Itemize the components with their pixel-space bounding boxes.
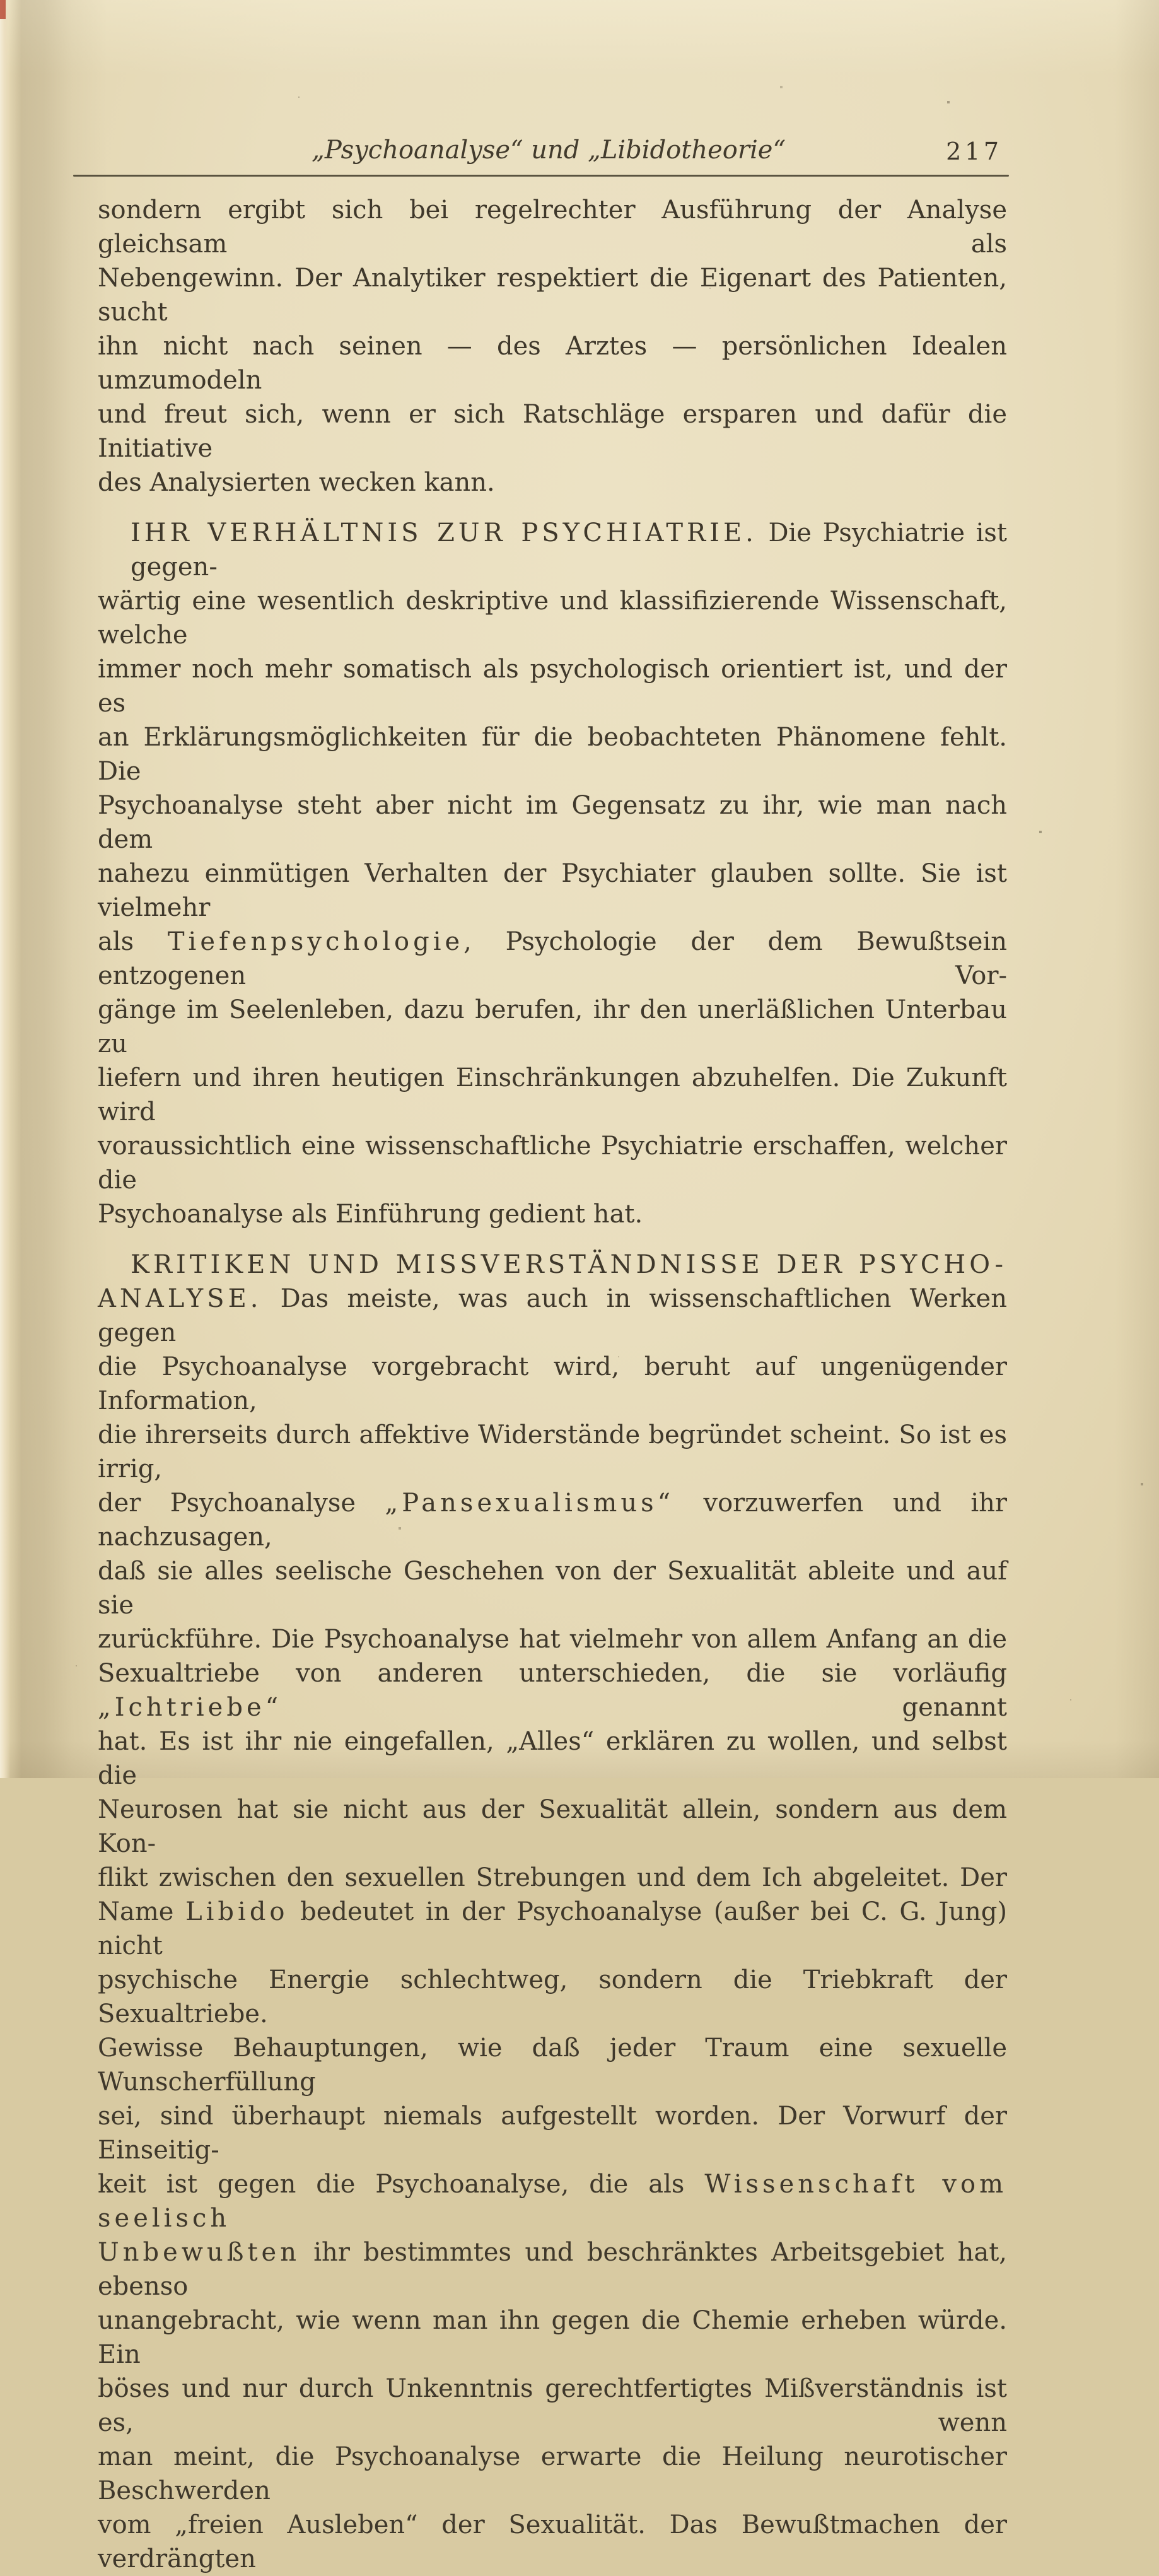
letterspaced-text: Unbewußten xyxy=(98,2238,300,2267)
text-line: der Psychoanalyse „Pansexualismus“ vorzuwerfen und ihr nachzusagen, xyxy=(98,1489,1007,1552)
letterspaced-text: Wissenschaft vom seelisch xyxy=(98,2170,1007,2233)
text-line: sondern ergibt sich bei regelrechter Ausführung der Analyse gleichsam als xyxy=(98,196,1007,259)
red-corner-mark xyxy=(0,0,6,19)
text-line: wärtig eine wesentlich deskriptive und klassifizierende Wissenschaft, welche xyxy=(98,587,1007,650)
text-line: die Psychoanalyse vorgebracht wird, beruht auf ungenügender Information, xyxy=(98,1352,1007,1415)
text-line: immer noch mehr somatisch als psychologisch orientiert ist, und der es xyxy=(98,655,1007,718)
text-line: Unbewußten ihr bestimmtes und beschränktes Arbeitsgebiet hat, ebenso xyxy=(98,2238,1007,2301)
text-line: liefern und ihren heutigen Einschränkungen abzuhelfen. Die Zukunft wird xyxy=(98,1063,1007,1127)
letterspaced-text: IHR VERHÄLTNIS ZUR PSYCHIATRIE. xyxy=(131,518,757,547)
text-line: Gewisse Behauptungen, wie daß jeder Traum eine sexuelle Wunscherfüllung xyxy=(98,2034,1007,2097)
text-line: daß sie alles seelische Geschehen von der Sexualität ableite und auf sie xyxy=(98,1557,1007,1620)
body-text xyxy=(98,193,1007,2576)
text-line: unangebracht, wie wenn man ihn gegen die Chemie erheben würde. Ein xyxy=(98,2306,1007,2369)
text-line: flikt zwischen den sexuellen Strebungen und dem Ich abgeleitet. Der xyxy=(98,1863,1007,1892)
text-line: voraussichtlich eine wissenschaftliche Psychiatrie erschaffen, welcher die xyxy=(98,1132,1007,1195)
text-line: die ihrerseits durch affektive Widerstände begründet scheint. So ist es irrig, xyxy=(98,1420,1007,1484)
text-line: hat. Es ist ihr nie eingefallen, „Alles“ erklären zu wollen, und selbst die xyxy=(98,1727,1007,1790)
text-line: IHR VERHÄLTNIS ZUR PSYCHIATRIE. Die Psychiatrie ist gegen- xyxy=(131,518,1007,582)
text-line: zurückführe. Die Psychoanalyse hat vielmehr von allem Anfang an die xyxy=(98,1625,1007,1654)
text-line: Nebengewinn. Der Analytiker respektiert die Eigenart des Patienten, sucht xyxy=(98,264,1007,327)
text-line: sei, sind überhaupt niemals aufgestellt worden. Der Vorwurf der Einseitig- xyxy=(98,2102,1007,2165)
text-line: böses und nur durch Unkenntnis gerechtfertigtes Mißverständnis ist es, wenn xyxy=(98,2374,1007,2437)
text-line: an Erklärungsmöglichkeiten für die beobachteten Phänomene fehlt. Die xyxy=(98,723,1007,786)
letterspaced-text: KRITIKEN UND MISSVERSTÄNDNISSE DER PSYCHO- xyxy=(131,1250,1007,1279)
page-number: 217 xyxy=(946,138,1003,165)
letterspaced-text: „Pansexualismus“ xyxy=(385,1489,675,1518)
letterspaced-text: Libido xyxy=(185,1897,289,1926)
letterspaced-text: ANALYSE. xyxy=(98,1284,262,1313)
text-line: Psychoanalyse steht aber nicht im Gegensatz zu ihr, wie man nach dem xyxy=(98,791,1007,854)
letterspaced-text: Tiefenpsychologie xyxy=(167,927,464,956)
text-line: man meint, die Psychoanalyse erwarte die Heilung neurotischer Beschwerden xyxy=(98,2442,1007,2505)
text-line: als Tiefenpsychologie, Psychologie der dem Bewußtsein entzogenen Vor- xyxy=(98,927,1007,990)
text-line: nahezu einmütigen Verhalten der Psychiater glauben sollte. Sie ist vielmehr xyxy=(98,859,1007,922)
text-line: Sexualtriebe von anderen unterschieden, die sie vorläufig „Ichtriebe“ genannt xyxy=(98,1659,1007,1722)
text-line: keit ist gegen die Psychoanalyse, die als Wissenschaft vom seelisch xyxy=(98,2170,1007,2233)
text-line: gänge im Seelenleben, dazu berufen, ihr den unerläßlichen Unterbau zu xyxy=(98,995,1007,1058)
text-line: Name Libido bedeutet in der Psychoanalyse (außer bei C. G. Jung) nicht xyxy=(98,1897,1008,1960)
paragraph xyxy=(98,516,1007,1231)
text-line: psychische Energie schlechtweg, sondern die Triebkraft der Sexualtriebe. xyxy=(98,1965,1007,2029)
text-line: und freut sich, wenn er sich Ratschläge ersparen und dafür die Initiative xyxy=(98,400,1007,463)
text-line xyxy=(98,1248,1007,1282)
header-rule xyxy=(73,175,1009,177)
paper-specks xyxy=(0,0,1,1)
text-line: Psychoanalyse als Einführung gedient hat. xyxy=(98,1200,643,1229)
text-line: ihn nicht nach seinen — des Arztes — persönlichen Idealen umzumodeln xyxy=(98,332,1007,395)
paragraph xyxy=(98,1248,1007,2576)
letterspaced-text: „Ichtriebe“ xyxy=(98,1693,282,1722)
paragraph xyxy=(98,193,1007,500)
running-header-title: „Psychoanalyse“ und „Libidotheorie“ xyxy=(312,136,786,165)
text-line: vom „freien Ausleben“ der Sexualität. Das Bewußtmachen der verdrängten xyxy=(98,2510,1007,2573)
text-line: des Analysierten wecken kann. xyxy=(98,468,495,497)
text-line: ANALYSE. Das meiste, was auch in wissenschaftlichen Werken gegen xyxy=(98,1284,1007,1347)
text-line: Neurosen hat sie nicht aus der Sexualität allein, sondern aus dem Kon- xyxy=(98,1795,1007,1858)
